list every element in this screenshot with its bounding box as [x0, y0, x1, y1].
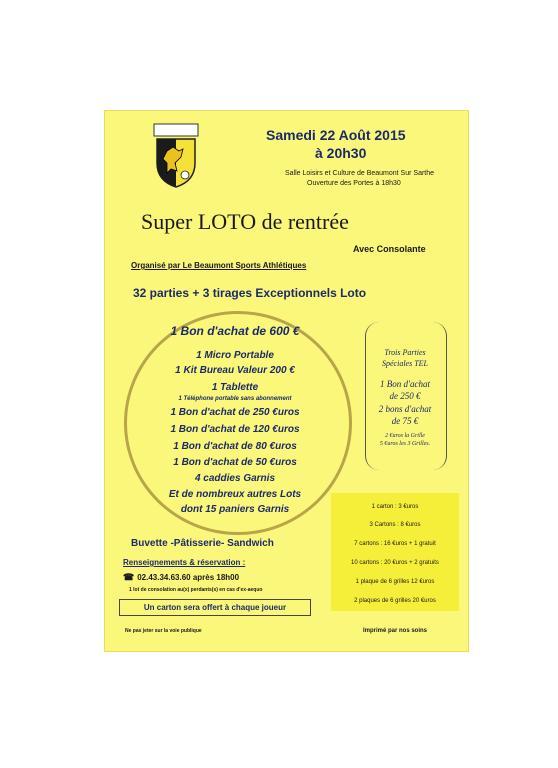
phone-icon: ☎ [123, 572, 135, 582]
prize-item: 1 Bon d'achat de 120 €uros [170, 424, 300, 435]
event-time: à 20h30 [315, 145, 367, 161]
price-item: 2 plaques de 6 grilles 20 €uros [354, 598, 436, 604]
parties-count: 32 parties + 3 tirages Exceptionnels Loto [133, 286, 367, 300]
prize-item: 4 caddies Garnis [194, 473, 276, 484]
prizes-circle [124, 311, 352, 535]
special-games-line: de 250 € [389, 391, 421, 401]
consolation-note: 1 lot de consolation au(x) perdants(s) en cas d'ex-aequo [129, 587, 263, 593]
club-logo [153, 123, 199, 189]
footer-right: Imprimé par nos soins [363, 628, 428, 634]
special-games-line: 2 €uros la Grille [385, 433, 425, 439]
prize-item: 1 Bon d'achat de 80 €uros [173, 441, 297, 452]
price-item: 7 cartons : 16 €uros + 1 gratuit [354, 541, 436, 547]
free-card-offer: Un carton sera offert à chaque joueur [119, 599, 311, 616]
prize-item: 1 Micro Portable [196, 350, 274, 361]
prize-item: dont 15 paniers Garnis [180, 504, 290, 515]
price-item: 1 carton : 3 €uros [371, 504, 419, 510]
price-item: 3 Cartons : 8 €uros [369, 522, 421, 528]
price-list-box [331, 493, 459, 611]
info-heading: Renseignements & réservation : [123, 558, 246, 567]
special-games-line: Spéciales TEL [382, 359, 428, 368]
phone-line [123, 572, 239, 583]
doors-opening: Ouverture des Portes à 18h30 [307, 180, 401, 187]
prize-item: 1 Tablette [211, 382, 259, 393]
prize-item: 1 Bon d'achat de 600 € [170, 324, 300, 338]
special-games-line: 5 €uros les 3 Grilles. [379, 441, 431, 447]
prize-item: 1 Téléphone portable sans abonnement [178, 396, 292, 402]
organizer: Organisé par Le Beaumont Sports Athlétiques [131, 261, 307, 270]
loto-flyer [104, 110, 469, 652]
price-item: 1 plaque de 6 grilles 12 €uros [355, 579, 435, 585]
event-date: Samedi 22 Août 2015 [266, 127, 406, 143]
special-games-line: Trois Parties [384, 348, 426, 357]
special-games-line: 1 Bon d'achat [380, 379, 430, 389]
prize-item: 1 Bon d'achat de 250 €uros [170, 407, 300, 418]
event-venue: Salle Loisirs et Culture de Beaumont Sur Sarthe [285, 170, 435, 177]
flyer-title: Super LOTO de rentrée [141, 209, 349, 234]
price-item: 10 cartons : 20 €uros + 2 gratuits [351, 560, 439, 566]
prize-item: 1 Bon d'achat de 50 €uros [173, 457, 297, 468]
footer-left: Ne pas jeter sur la voie publique [125, 628, 202, 634]
special-games-line: 2 bons d'achat [378, 404, 432, 414]
buvette-line: Buvette -Pâtisserie- Sandwich [131, 538, 274, 549]
prize-item: Et de nombreux autres Lots [168, 489, 302, 500]
special-games-line: de 75 € [391, 416, 419, 426]
phone-number: 02.43.34.63.60 après 18h00 [137, 573, 240, 582]
flyer-subtitle: Avec Consolante [353, 244, 426, 254]
prize-item: 1 Kit Bureau Valeur 200 € [175, 365, 295, 376]
